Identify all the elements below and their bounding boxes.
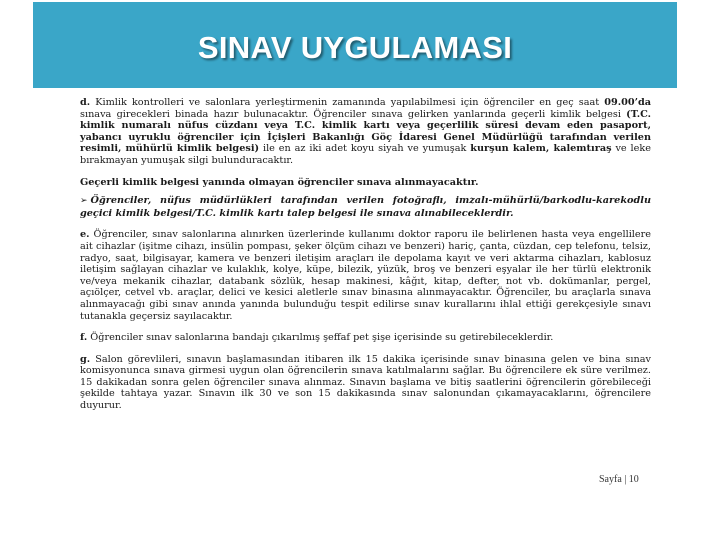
bullet-text: Öğrenciler, nüfus müdürlükleri tarafından verilen fotoğraflı, imzalı-mühürlü/barkodlu-karekodlu geçici kimlik belgesi/T.C. kimlik kartı talep belgesi ile sınava alınabileceklerdir.: [80, 195, 651, 219]
slide-title: SINAV UYGULAMASI: [197, 30, 513, 65]
page-number: Sayfa | 10: [599, 474, 639, 485]
paragraph-f: [80, 332, 651, 344]
paragraph-e-label: e.: [80, 229, 90, 241]
paragraph-d: [80, 97, 651, 167]
paragraph-e-text: Öğrenciler, sınav salonlarına alınırken üzerlerinde kullanımı doktor raporu ile belirlenen hasta veya engellilere ait cihazlar (işitme cihazı, insülin pompası, şeker ölçüm cihazı ve benzeri) hariç, çanta, cüzdan, cep telefonu, telsiz, radyo, saat, bilgisayar, kamera ve benzeri iletişim araçları ile depolama kayıt ve veri aktarma cihazları, kablosuz iletişim sağlayan cihazlar ve kulaklık, kolye, küpe, bilezik, yüzük, broş ve benzeri eşyalar ile her türlü elektronik ve/veya mekanik cihazlar, databank sözlük, hesap makinesi, kâğıt, kitap, defter, not vb. dokümanlar, pergel, açıölçer, cetvel vb. araçlar, delici ve kesici aletlerle sınav binasına alınmayacaktır. Öğrenciler, bu araçlarla sınava alınmayacağı gibi sınav anında yanında bulunduğu tespit edilirse sınav kurallarını ihlal ettiği gerekçesiyle sınavı tutanakla geçersiz sayılacaktır.: [80, 229, 651, 322]
document-body: [80, 97, 651, 412]
paragraph-g-label: g.: [80, 353, 91, 365]
paragraph-d-text-3: ile en az iki adet koyu siyah ve yumuşak: [262, 143, 467, 155]
warning-text: Geçerli kimlik belgesi yanında olmayan öğrenciler sınava alınmayacaktır.: [80, 176, 479, 188]
paragraph-g: [80, 354, 651, 412]
paragraph-f-text: Öğrenciler sınav salonlarına bandajı çıkarılmış şeffaf pet şişe içerisinde su getirebileceklerdir.: [90, 332, 554, 344]
paragraph-d-id-documents: (T.C. kimlik numaralı nüfus cüzdanı veya T.C. kimlik kartı veya geçerlilik süresi devam eden pasaport, yabancı uyruklu öğrenciler için İçişleri Bakanlığı Göç İdaresi Genel Müdürlüğü tarafından verilen resimli, mühürlü kimlik belgesi): [80, 108, 651, 155]
bullet-paragraph: [80, 195, 651, 219]
paragraph-e: [80, 229, 651, 322]
slide-header: [33, 2, 677, 88]
arrow-bullet-icon: ➢: [80, 196, 88, 207]
paragraph-d-time: 09.00’da: [604, 97, 651, 108]
paragraph-g-text: Salon görevlileri, sınavın başlamasından itibaren ilk 15 dakika içerisinde sınav binasına gelen ve bina sınav komisyonunca sınava girmesi uygun olan öğrencilerin sınava katılmalarını sağlar. Bu öğrencilere ek süre verilmez. 15 dakikadan sonra gelen öğrenciler sınava alınmaz. Sınavın başlama ve bitiş saatlerini öğrencilerin görebileceği şekilde tahtaya yazar. Sınavın ilk 30 ve son 15 dakikasında sınav salonundan çıkamayacaklarını, öğrencilere duyurur.: [80, 353, 651, 412]
paragraph-d-pencil: kurşun kalem, kalemtıraş: [470, 143, 612, 155]
paragraph-d-text-4: ve leke bırakmayan yumuşak silgi bulunduracaktır.: [80, 143, 651, 166]
paragraph-f-label: f.: [80, 332, 88, 344]
paragraph-d-label: d.: [80, 97, 91, 108]
paragraph-d-text-2: sınava girecekleri binada hazır bulunacaktır. Öğrenciler sınava gelirken yanlarında geçerli kimlik belgesi: [80, 108, 621, 120]
paragraph-d-text-1: Kimlik kontrolleri ve salonlara yerleştirmenin zamanında yapılabilmesi için öğrenciler en geç saat: [95, 97, 600, 108]
